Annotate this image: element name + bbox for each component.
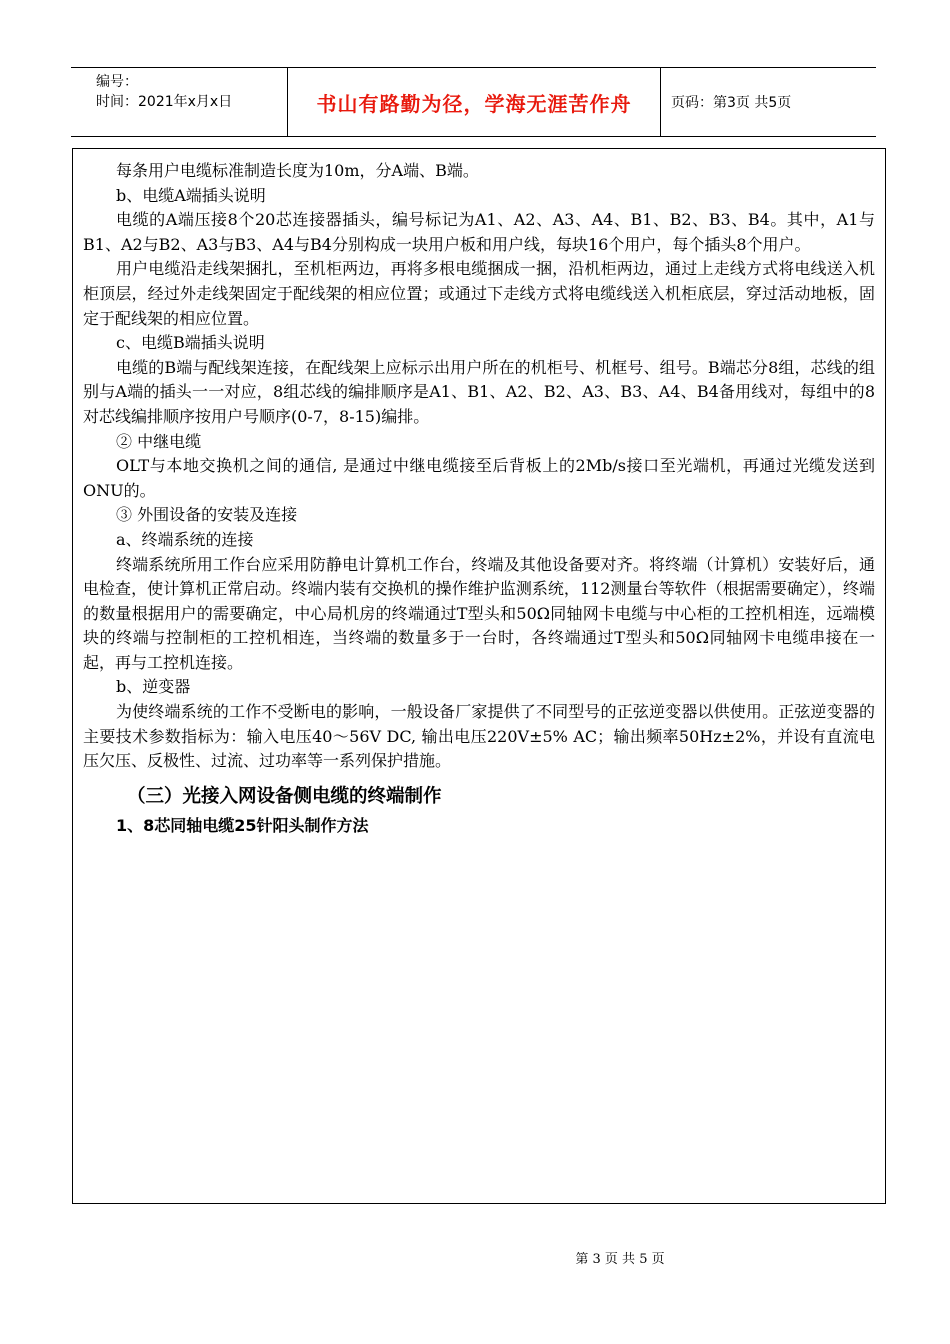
paragraph: ② 中继电缆 — [116, 431, 202, 451]
section-heading: （三）光接入网设备侧电缆的终端制作 — [127, 785, 442, 807]
paragraph: c、电缆B端插头说明 — [116, 333, 265, 353]
paragraph: 电缆的A端压接8个20芯连接器插头，编号标记为A1、A2、A3、A4、B1、B2、B3、B4。其中，A1与B1、A2与B2、A3与B3、A4与B4分别构成一块用户板和用户线，每块16个用户，每个插头8个用户。 — [83, 210, 875, 254]
paragraph: 每条用户电缆标准制造长度为10m，分A端、B端。 — [116, 161, 479, 180]
paragraph: 终端系统所用工作台应采用防静电计算机工作台，终端及其他设备要对齐。将终端（计算机）安装好后，通电检查，使计算机正常启动。终端内装有交换机的操作维护监测系统，112测量台等软件（根据需要确定），终端的数量根据用户的需要确定，中心局机房的终端通过T型头和50Ω同轴网卡电缆与中心柜的工控机相连，远端模块的终端与控制柜的工控机相连，当终端的数量多于一台时，各终端通过T型头和50Ω同轴网卡电缆串接在一起，再与工控机连接。 — [83, 554, 875, 672]
page-header — [71, 67, 876, 137]
header-page-label: 页码：第3页 共5页 — [671, 95, 792, 111]
header-motto: 书山有路勤为径，学海无涯苦作舟 — [287, 68, 661, 136]
page-footer: 第 3 页 共 5 页 — [575, 1252, 665, 1267]
paragraph: OLT与本地交换机之间的通信, 是通过中继电缆接至后背板上的2Mb/s接口至光端机，再通过光缆发送到ONU的。 — [83, 456, 875, 500]
document-time-label: 时间：2021年x月x日 — [96, 94, 233, 110]
paragraph: ③ 外围设备的安装及连接 — [116, 505, 298, 525]
paragraph: 为使终端系统的工作不受断电的影响，一般设备厂家提供了不同型号的正弦逆变器以供使用。正弦逆变器的主要技术参数指标为：输入电压40～56V DC, 输出电压220V±5% AC；输出频率50Hz±2%，并设有直流电压欠压、反极性、过流、过功率等一系列保护措施。 — [83, 702, 875, 771]
document-number-label: 编号： — [96, 74, 138, 90]
paragraph: b、电缆A端插头说明 — [116, 185, 266, 205]
paragraph: 用户电缆沿走线架捆扎，至机柜两边，再将多根电缆捆成一捆，沿机柜两边，通过上走线方式将电线送入机柜顶层，经过外走线架固定于配线架的相应位置；或通过下走线方式将电缆线送入机柜底层，穿过活动地板，固定于配线架的相应位置。 — [83, 259, 875, 328]
header-meta — [71, 68, 287, 136]
subsection-heading: 1、8芯同轴电缆25针阳头制作方法 — [116, 815, 369, 835]
paragraph: 电缆的B端与配线架连接，在配线架上应标示出用户所在的机柜号、机框号、组号。B端芯分8组，芯线的组别与A端的插头一一对应，8组芯线的编排顺序是A1、B1、A2、B2、A3、B3、A4、B4备用线对，每组中的8对芯线编排顺序按用户号顺序(0-7，8-15)编排。 — [83, 357, 875, 426]
paragraph: b、逆变器 — [116, 677, 191, 697]
paragraph: a、终端系统的连接 — [116, 529, 254, 549]
content-box — [72, 148, 886, 1204]
